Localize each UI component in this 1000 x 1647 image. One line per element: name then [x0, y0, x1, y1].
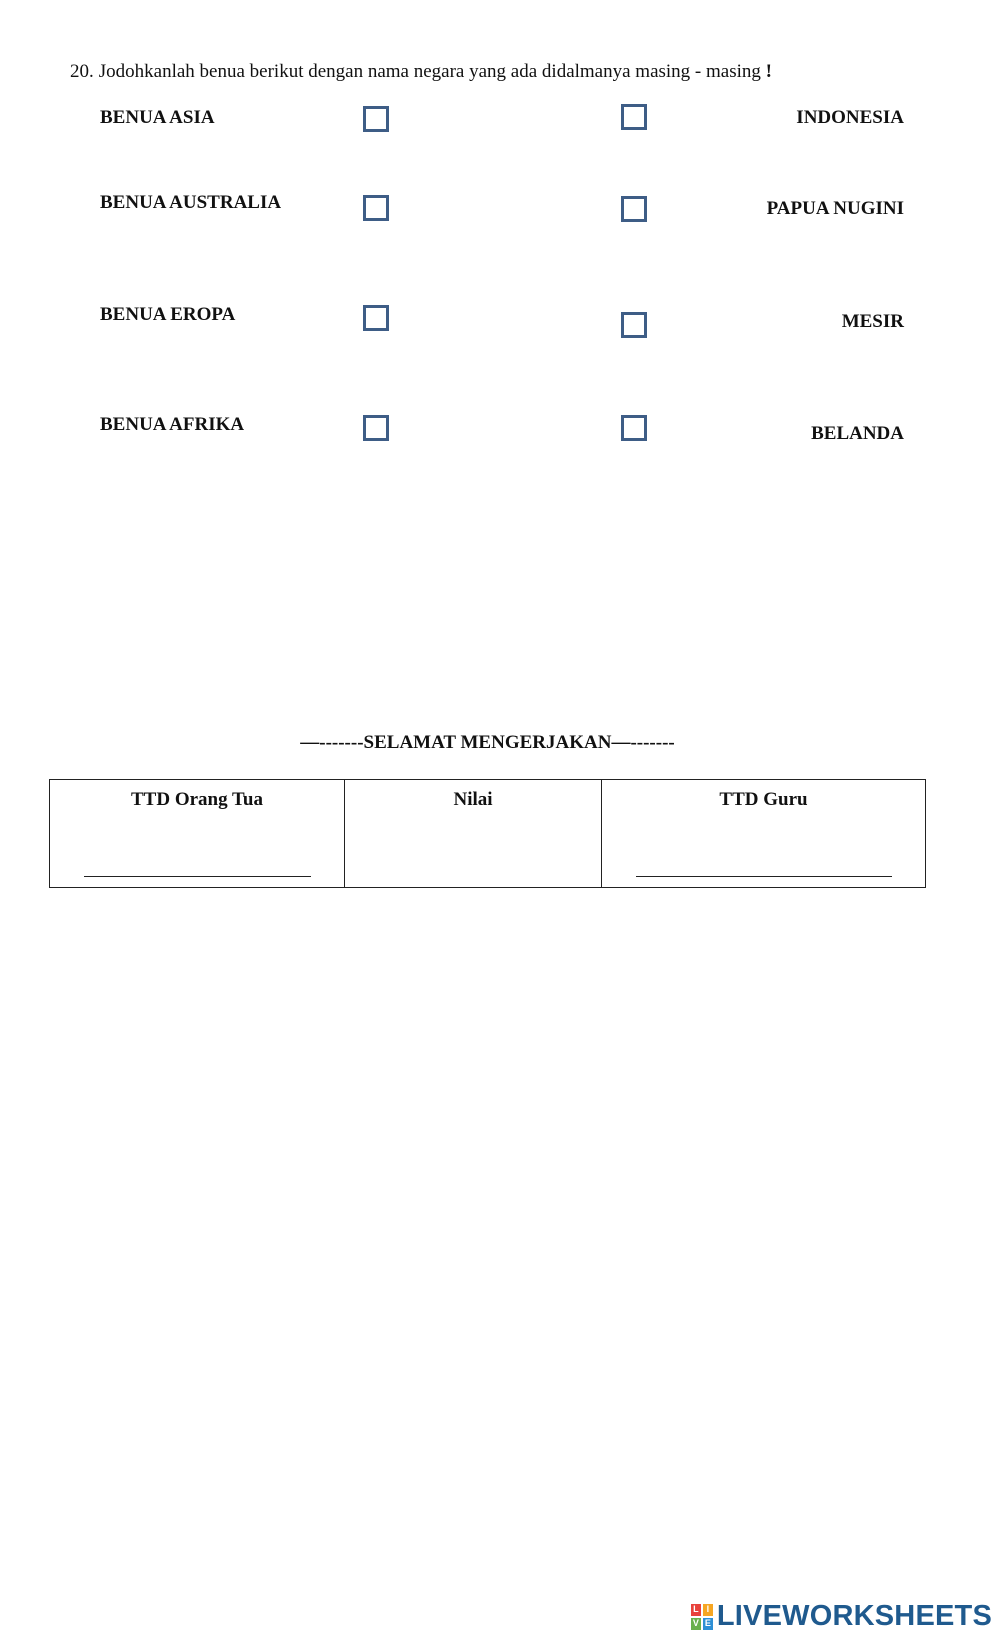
left-item-afrika: BENUA AFRIKA	[100, 414, 245, 435]
match-box-left-4[interactable]	[363, 415, 389, 441]
right-item-indonesia: INDONESIA	[796, 107, 904, 128]
brand-text: LIVEWORKSHEETS	[716, 1600, 992, 1632]
logo-letter-l: L	[691, 1604, 701, 1616]
live-logo-icon	[691, 1604, 713, 1630]
signature-cell-parent	[50, 780, 345, 888]
logo-letter-i: I	[703, 1604, 713, 1616]
match-box-right-4[interactable]	[621, 415, 647, 441]
liveworksheets-logo	[691, 1600, 992, 1633]
signature-teacher-label: TTD Guru	[719, 789, 808, 810]
question-exclamation: !	[765, 61, 772, 82]
match-box-right-3[interactable]	[621, 312, 647, 338]
signature-table	[49, 779, 926, 888]
logo-letter-e: E	[704, 1618, 711, 1628]
parent-signature-line	[84, 876, 311, 877]
score-cell	[345, 780, 602, 888]
logo-letter-v: V	[692, 1618, 699, 1628]
left-item-eropa: BENUA EROPA	[100, 304, 236, 325]
left-item-asia: BENUA ASIA	[100, 107, 215, 128]
signature-cell-teacher	[602, 780, 926, 888]
match-box-left-2[interactable]	[363, 195, 389, 221]
match-box-right-1[interactable]	[621, 104, 647, 130]
signature-parent-label: TTD Orang Tua	[131, 789, 263, 810]
right-item-mesir: MESIR	[841, 311, 904, 332]
teacher-signature-line	[636, 876, 892, 877]
question-number: 20.	[70, 61, 94, 82]
right-item-papua-nugini: PAPUA NUGINI	[766, 198, 904, 219]
right-item-belanda: BELANDA	[811, 423, 904, 444]
score-label: Nilai	[453, 789, 493, 810]
closing-message: —-------SELAMAT MENGERJAKAN—-------	[300, 732, 675, 753]
question-20	[70, 61, 772, 83]
match-box-right-2[interactable]	[621, 196, 647, 222]
question-text: Jodohkanlah benua berikut dengan nama negara yang ada didalmanya masing - masing	[98, 61, 761, 82]
left-item-australia: BENUA AUSTRALIA	[100, 192, 282, 213]
match-box-left-1[interactable]	[363, 106, 389, 132]
match-box-left-3[interactable]	[363, 305, 389, 331]
